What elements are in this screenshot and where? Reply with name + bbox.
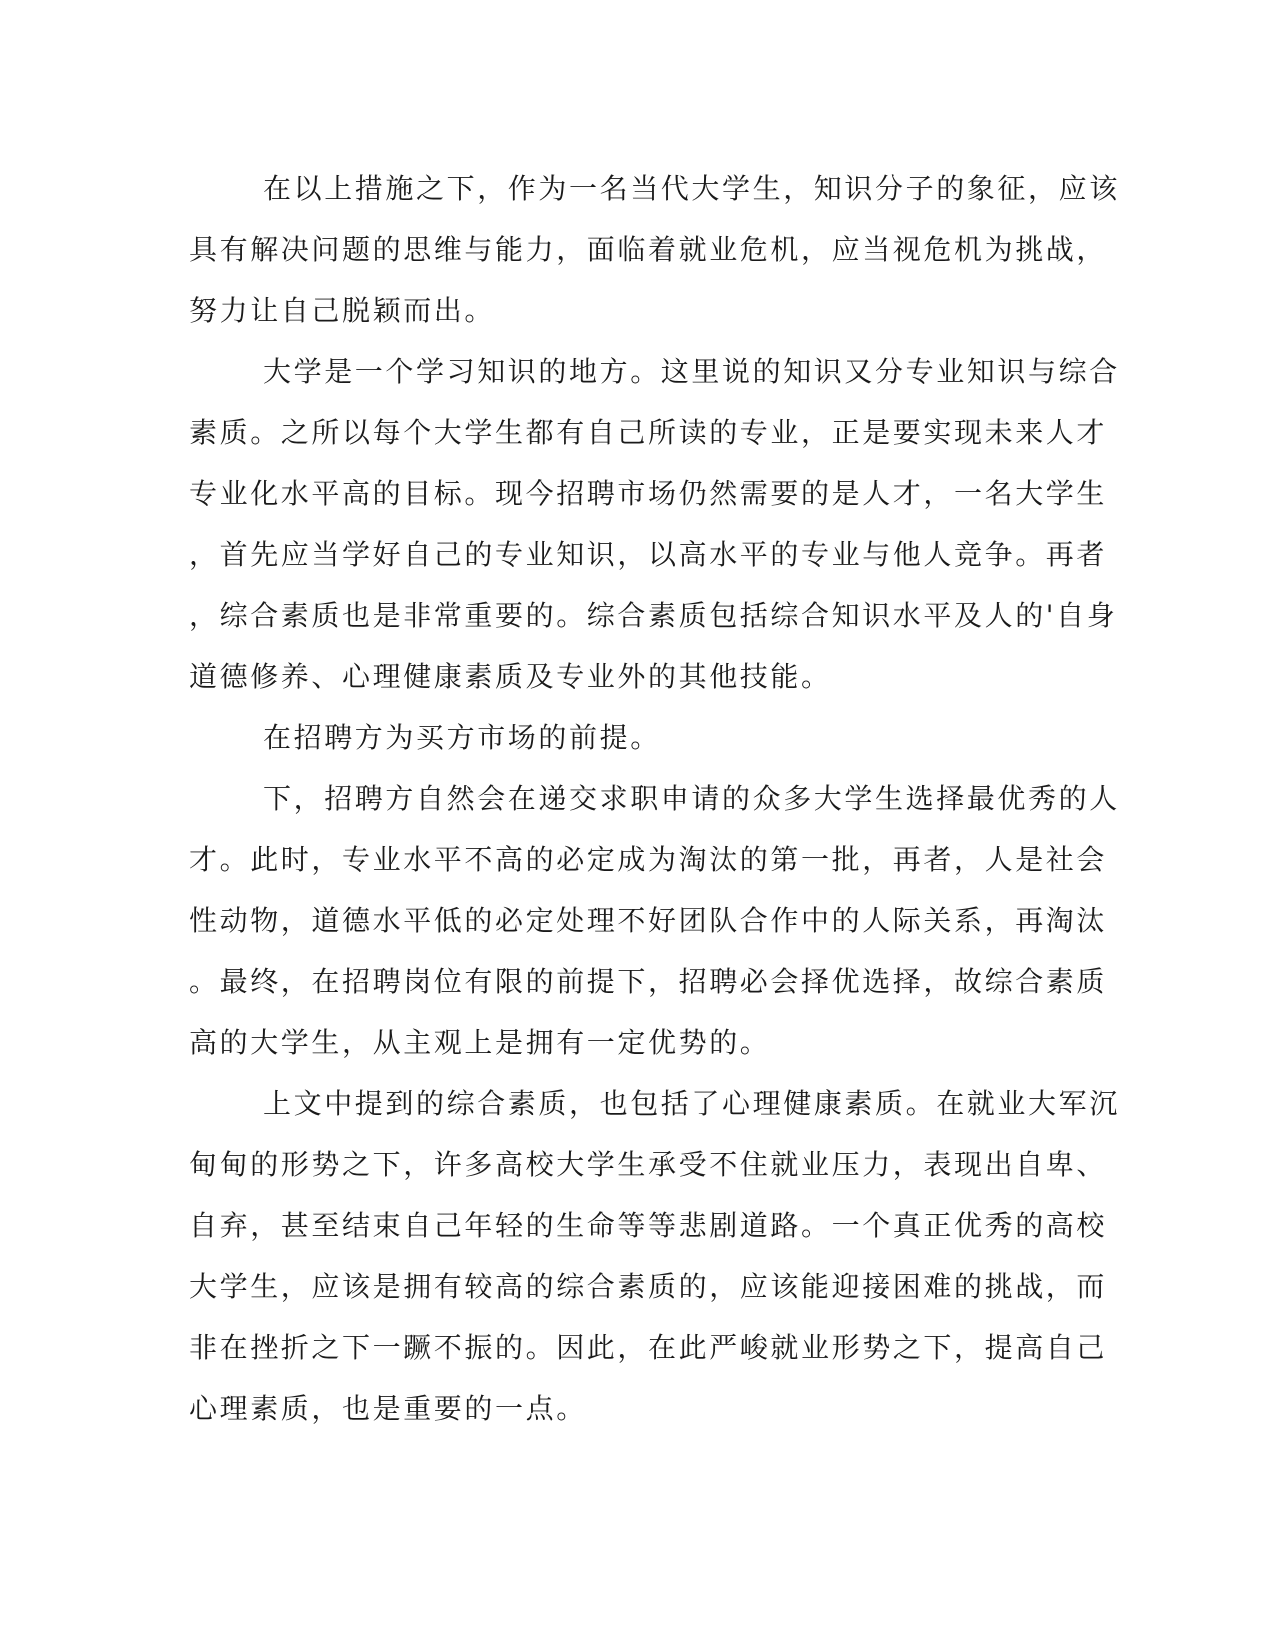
paragraph-2 bbox=[189, 341, 1120, 707]
paragraph-line: 非在挫折之下一蹶不振的。因此，在此严峻就业形势之下，提高自己 bbox=[189, 1331, 1108, 1364]
paragraph-line: ，首先应当学好自己的专业知识，以高水平的专业与他人竞争。再者 bbox=[189, 538, 1108, 571]
paragraph-line: 。最终，在招聘岗位有限的前提下，招聘必会择优选择，故综合素质 bbox=[189, 965, 1108, 998]
paragraph-line: 高的大学生，从主观上是拥有一定优势的。 bbox=[189, 1026, 771, 1059]
paragraph-line: 道德修养、心理健康素质及专业外的其他技能。 bbox=[189, 660, 832, 693]
paragraph-line: 自弃，甚至结束自己年轻的生命等等悲剧道路。一个真正优秀的高校 bbox=[189, 1209, 1108, 1242]
paragraph-line: 努力让自己脱颖而出。 bbox=[189, 294, 496, 327]
paragraph-line: 心理素质，也是重要的一点。 bbox=[189, 1392, 587, 1425]
paragraph-line: 素质。之所以每个大学生都有自己所读的专业，正是要实现未来人才 bbox=[189, 416, 1108, 449]
paragraph-line: ，综合素质也是非常重要的。综合素质包括综合知识水平及人的'自身 bbox=[189, 599, 1118, 632]
document-body bbox=[189, 158, 1120, 1439]
paragraph-line: 在招聘方为买方市场的前提。 bbox=[263, 721, 661, 754]
paragraph-line: 具有解决问题的思维与能力，面临着就业危机，应当视危机为挑战， bbox=[189, 233, 1108, 266]
paragraph-line: 才。此时，专业水平不高的必定成为淘汰的第一批，再者，人是社会 bbox=[189, 843, 1108, 876]
paragraph-5 bbox=[189, 1073, 1120, 1439]
paragraph-line: 专业化水平高的目标。现今招聘市场仍然需要的是人才，一名大学生 bbox=[189, 477, 1108, 510]
paragraph-line: 上文中提到的综合素质，也包括了心理健康素质。在就业大军沉 bbox=[263, 1087, 1120, 1120]
paragraph-1 bbox=[189, 158, 1120, 341]
paragraph-line: 性动物，道德水平低的必定处理不好团队合作中的人际关系，再淘汰 bbox=[189, 904, 1108, 937]
paragraph-line: 大学是一个学习知识的地方。这里说的知识又分专业知识与综合 bbox=[263, 355, 1120, 388]
paragraph-line: 大学生，应该是拥有较高的综合素质的，应该能迎接困难的挑战，而 bbox=[189, 1270, 1108, 1303]
paragraph-line: 在以上措施之下，作为一名当代大学生，知识分子的象征，应该 bbox=[263, 172, 1120, 205]
paragraph-line: 甸甸的形势之下，许多高校大学生承受不住就业压力，表现出自卑、 bbox=[189, 1148, 1108, 1181]
paragraph-line: 下，招聘方自然会在递交求职申请的众多大学生选择最优秀的人 bbox=[263, 782, 1120, 815]
paragraph-4 bbox=[189, 768, 1120, 1073]
paragraph-3 bbox=[189, 707, 1069, 768]
